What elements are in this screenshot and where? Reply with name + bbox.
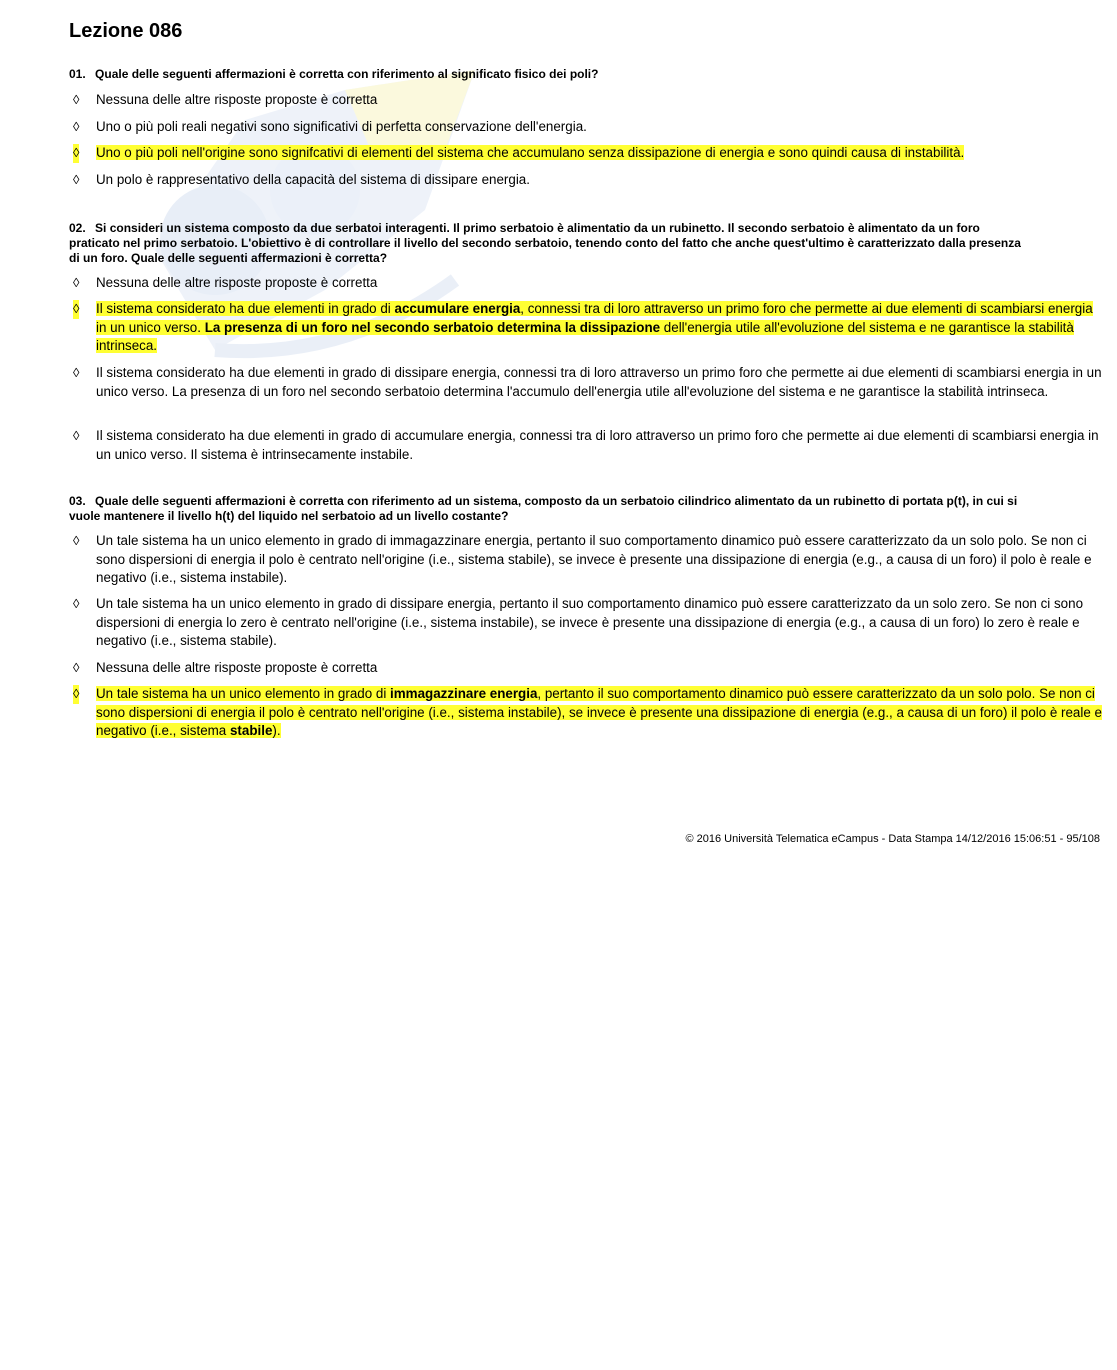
answer-option-correct[interactable]	[73, 300, 1103, 356]
diamond-bullet-icon: ◊	[73, 596, 80, 611]
question-1	[69, 67, 1029, 82]
answer-text: Un tale sistema ha un unico elemento in grado di immagazzinare energia, pertanto il suo comportamento dinamico può essere caratterizzato da un solo polo. Se non ci sono dispersioni di energia il polo è centrato nell'origine (i.e., sistema stabile), se invece è presente una dissipazione di energia (e.g., a causa di un foro) il polo è reale e negativo (i.e., sistema instabile).	[96, 533, 1092, 586]
answer-option[interactable]	[73, 532, 1103, 588]
answer-text: Il sistema considerato ha due elementi in grado di accumulare energia, connessi tra di loro attraverso un primo foro che permette ai due elementi di scambiarsi energia in un unico verso. La presenza di un foro nel secondo serbatoio determina la dissipazione dell'energia utile all'evoluzione del sistema e ne garantisce la stabilità intrinseca.	[96, 301, 1093, 354]
answer-option[interactable]	[73, 274, 1103, 293]
answer-option-correct[interactable]	[73, 144, 1103, 163]
diamond-bullet-icon: ◊	[73, 685, 79, 704]
question-number: 03.	[69, 494, 86, 508]
page-title: Lezione 086	[69, 20, 183, 42]
diamond-bullet-icon: ◊	[73, 172, 80, 187]
answer-text: Nessuna delle altre risposte proposte è corretta	[96, 660, 378, 675]
diamond-bullet-icon: ◊	[73, 660, 80, 675]
question-number: 02.	[69, 221, 86, 235]
answer-option[interactable]	[73, 171, 1103, 190]
answer-option[interactable]	[73, 659, 1103, 678]
question-3	[69, 494, 1029, 524]
diamond-bullet-icon: ◊	[73, 92, 80, 107]
answer-text: Uno o più poli reali negativi sono significativi di perfetta conservazione dell'energia.	[96, 119, 587, 134]
diamond-bullet-icon: ◊	[73, 119, 80, 134]
diamond-bullet-icon: ◊	[73, 144, 79, 163]
answer-option[interactable]	[73, 364, 1103, 401]
question-2	[69, 221, 1029, 266]
question-text: Quale delle seguenti affermazioni è corretta con riferimento ad un sistema, composto da un serbatoio cilindrico alimentato da un rubinetto di portata p(t), in cui si vuole mantenere il livello h(t) del liquido nel serbatoio ad un livello costante?	[69, 494, 1018, 523]
answer-option[interactable]	[73, 118, 1103, 137]
diamond-bullet-icon: ◊	[73, 428, 80, 443]
answer-option-correct[interactable]	[73, 685, 1103, 741]
question-number: 01.	[69, 67, 86, 81]
answer-text: Un tale sistema ha un unico elemento in grado di immagazzinare energia, pertanto il suo comportamento dinamico può essere caratterizzato da un solo polo. Se non ci sono dispersioni di energia il polo è centrato nell'origine (i.e., sistema instabile), se invece è presente una dissipazione di energia (e.g., a causa di un foro) il polo è reale e negativo (i.e., sistema stabile).	[96, 686, 1102, 739]
answer-text: Un tale sistema ha un unico elemento in grado di dissipare energia, pertanto il suo comportamento dinamico può essere caratterizzato da un solo zero. Se non ci sono dispersioni di energia lo zero è centrato nell'origine (i.e., sistema instabile), se invece è presente una dissipazione di energia (e.g., a causa di un foro) lo zero è reale e negativo (i.e., sistema stabile).	[96, 596, 1084, 649]
answer-text: Un polo è rappresentativo della capacità del sistema di dissipare energia.	[96, 172, 530, 187]
footer-print-info: © 2016 Università Telematica eCampus - Data Stampa 14/12/2016 15:06:51 - 95/108	[685, 833, 1100, 845]
answer-option[interactable]	[73, 595, 1103, 651]
diamond-bullet-icon: ◊	[73, 300, 79, 319]
answer-text: Uno o più poli nell'origine sono signifcativi di elementi del sistema che accumulano senza dissipazione di energia e sono quindi causa di instabilità.	[96, 145, 965, 160]
answer-option[interactable]	[73, 91, 1103, 110]
question-text: Si consideri un sistema composto da due serbatoi interagenti. Il primo serbatoio è alimentatio da un rubinetto. Il secondo serbatoio è alimentato da un foro praticato nel primo serbatoio. L'obiettivo è di controllare il livello del secondo serbatoio, tenendo conto del fatto che anche quest'ultimo è caratterizzato dalla presenza di un foro. Quale delle seguenti affermazioni è corretta?	[69, 221, 1021, 265]
question-text: Quale delle seguenti affermazioni è corretta con riferimento al significato fisico dei poli?	[95, 67, 599, 81]
answer-text: Il sistema considerato ha due elementi in grado di dissipare energia, connessi tra di loro attraverso un primo foro che permette ai due elementi di scambiarsi energia in un unico verso. La presenza di un foro nel secondo serbatoio determina l'accumulo dell'energia utile all'evoluzione del sistema e ne garantisce la stabilità intrinseca.	[96, 365, 1102, 399]
diamond-bullet-icon: ◊	[73, 533, 80, 548]
answer-text: Nessuna delle altre risposte proposte è corretta	[96, 275, 378, 290]
answer-text: Nessuna delle altre risposte proposte è corretta	[96, 92, 378, 107]
diamond-bullet-icon: ◊	[73, 275, 80, 290]
answer-text: Il sistema considerato ha due elementi in grado di accumulare energia, connessi tra di loro attraverso un primo foro che permette ai due elementi di scambiarsi energia in un unico verso. Il sistema è intrinsecamente instabile.	[96, 428, 1099, 462]
diamond-bullet-icon: ◊	[73, 365, 80, 380]
answer-option[interactable]	[73, 427, 1103, 464]
